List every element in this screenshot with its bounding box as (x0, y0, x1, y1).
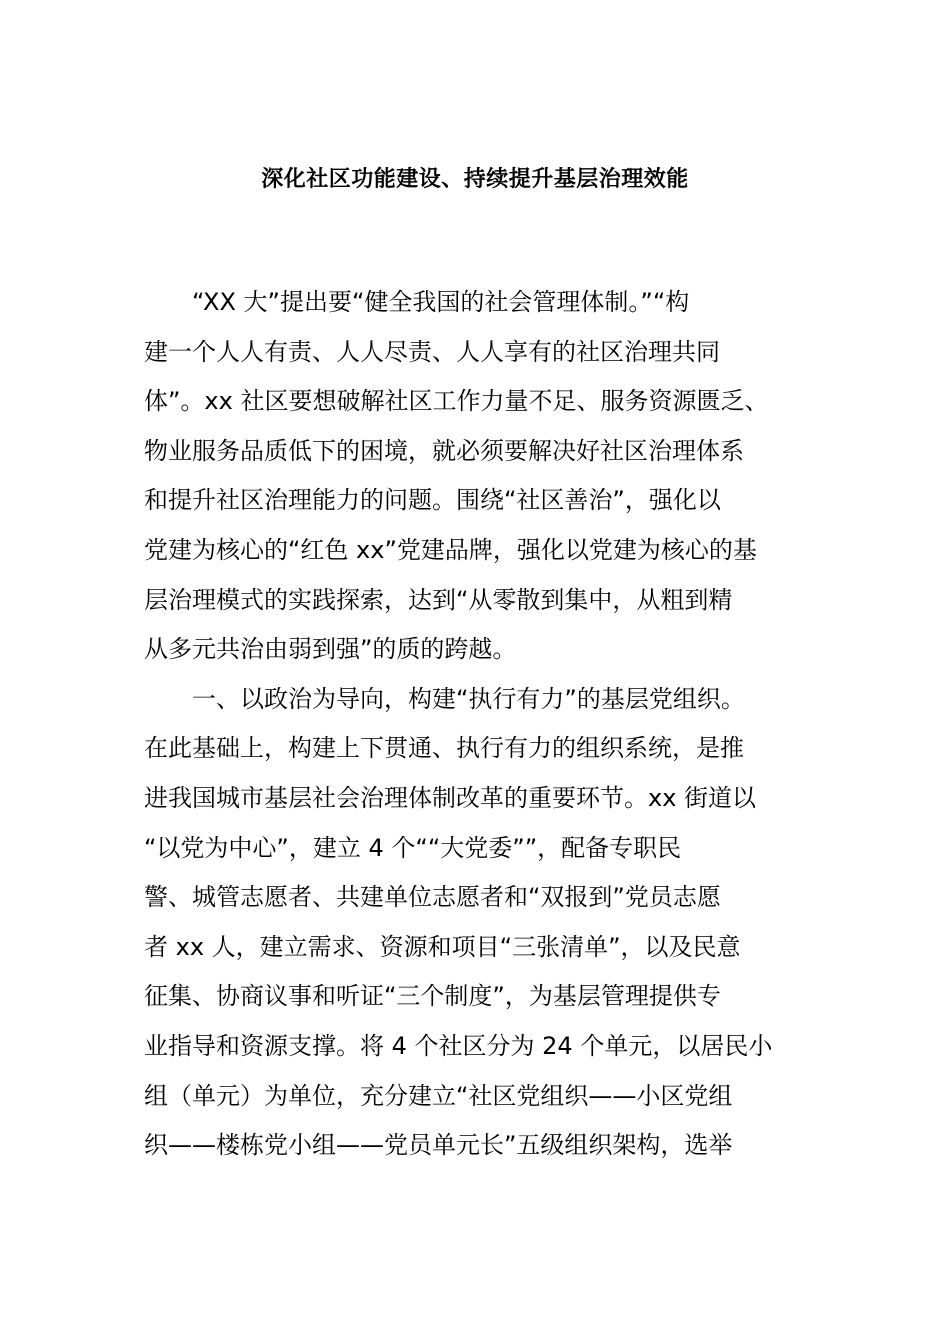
paragraph-line: 建一个人人有责、人人尽责、人人享有的社区治理共同 (144, 337, 720, 366)
section-heading-line: 一、以政治为导向，构建“执行有力”的基层党组织。 (192, 684, 745, 713)
paragraph-line: 进我国城市基层社会治理体制改革的重要环节。xx 街道以 (144, 783, 757, 812)
paragraph-line: 组（单元）为单位，充分建立“社区党组织——小区党组 (144, 1081, 733, 1110)
paragraph-line: 征集、协商议事和听证“三个制度”，为基层管理提供专 (144, 982, 721, 1011)
paragraph-line: “XX 大”提出要“健全我国的社会管理体制。”“构 (192, 288, 690, 316)
paragraph-line: 党建为核心的“红色 xx”党建品牌，强化以党建为核心的基 (144, 535, 757, 564)
paragraph-line: 业指导和资源支撑。将 4 个社区分为 24 个单元，以居民小 (144, 1031, 773, 1060)
paragraph-line: 从多元共治由弱到强”的质的跨越。 (144, 635, 517, 664)
paragraph-line: 织——楼栋党小组——党员单元长”五级组织架构，选举 (144, 1131, 733, 1160)
paragraph-line: 物业服务品质低下的困境，就必须要解决好社区治理体系 (144, 436, 744, 465)
document-body (144, 278, 834, 1171)
paragraph-line: 警、城管志愿者、共建单位志愿者和“双报到”党员志愿 (144, 883, 721, 912)
paragraph-line: 在此基础上，构建上下贯通、执行有力的组织系统，是推 (144, 734, 744, 763)
document-title: 深化社区功能建设、持续提升基层治理效能 (261, 167, 689, 192)
paragraph-line: 和提升社区治理能力的问题。围绕“社区善治”，强化以 (144, 486, 721, 515)
paragraph-line: 者 xx 人，建立需求、资源和项目“三张清单”，以及民意 (144, 932, 741, 961)
paragraph-line: 层治理模式的实践探索，达到“从零散到集中，从粗到精 (144, 585, 733, 614)
paragraph-line: “以党为中心”，建立 4 个““大党委””，配备专职民 (144, 833, 682, 862)
paragraph-line: 体”。xx 社区要想破解社区工作力量不足、服务资源匮乏、 (144, 387, 769, 416)
